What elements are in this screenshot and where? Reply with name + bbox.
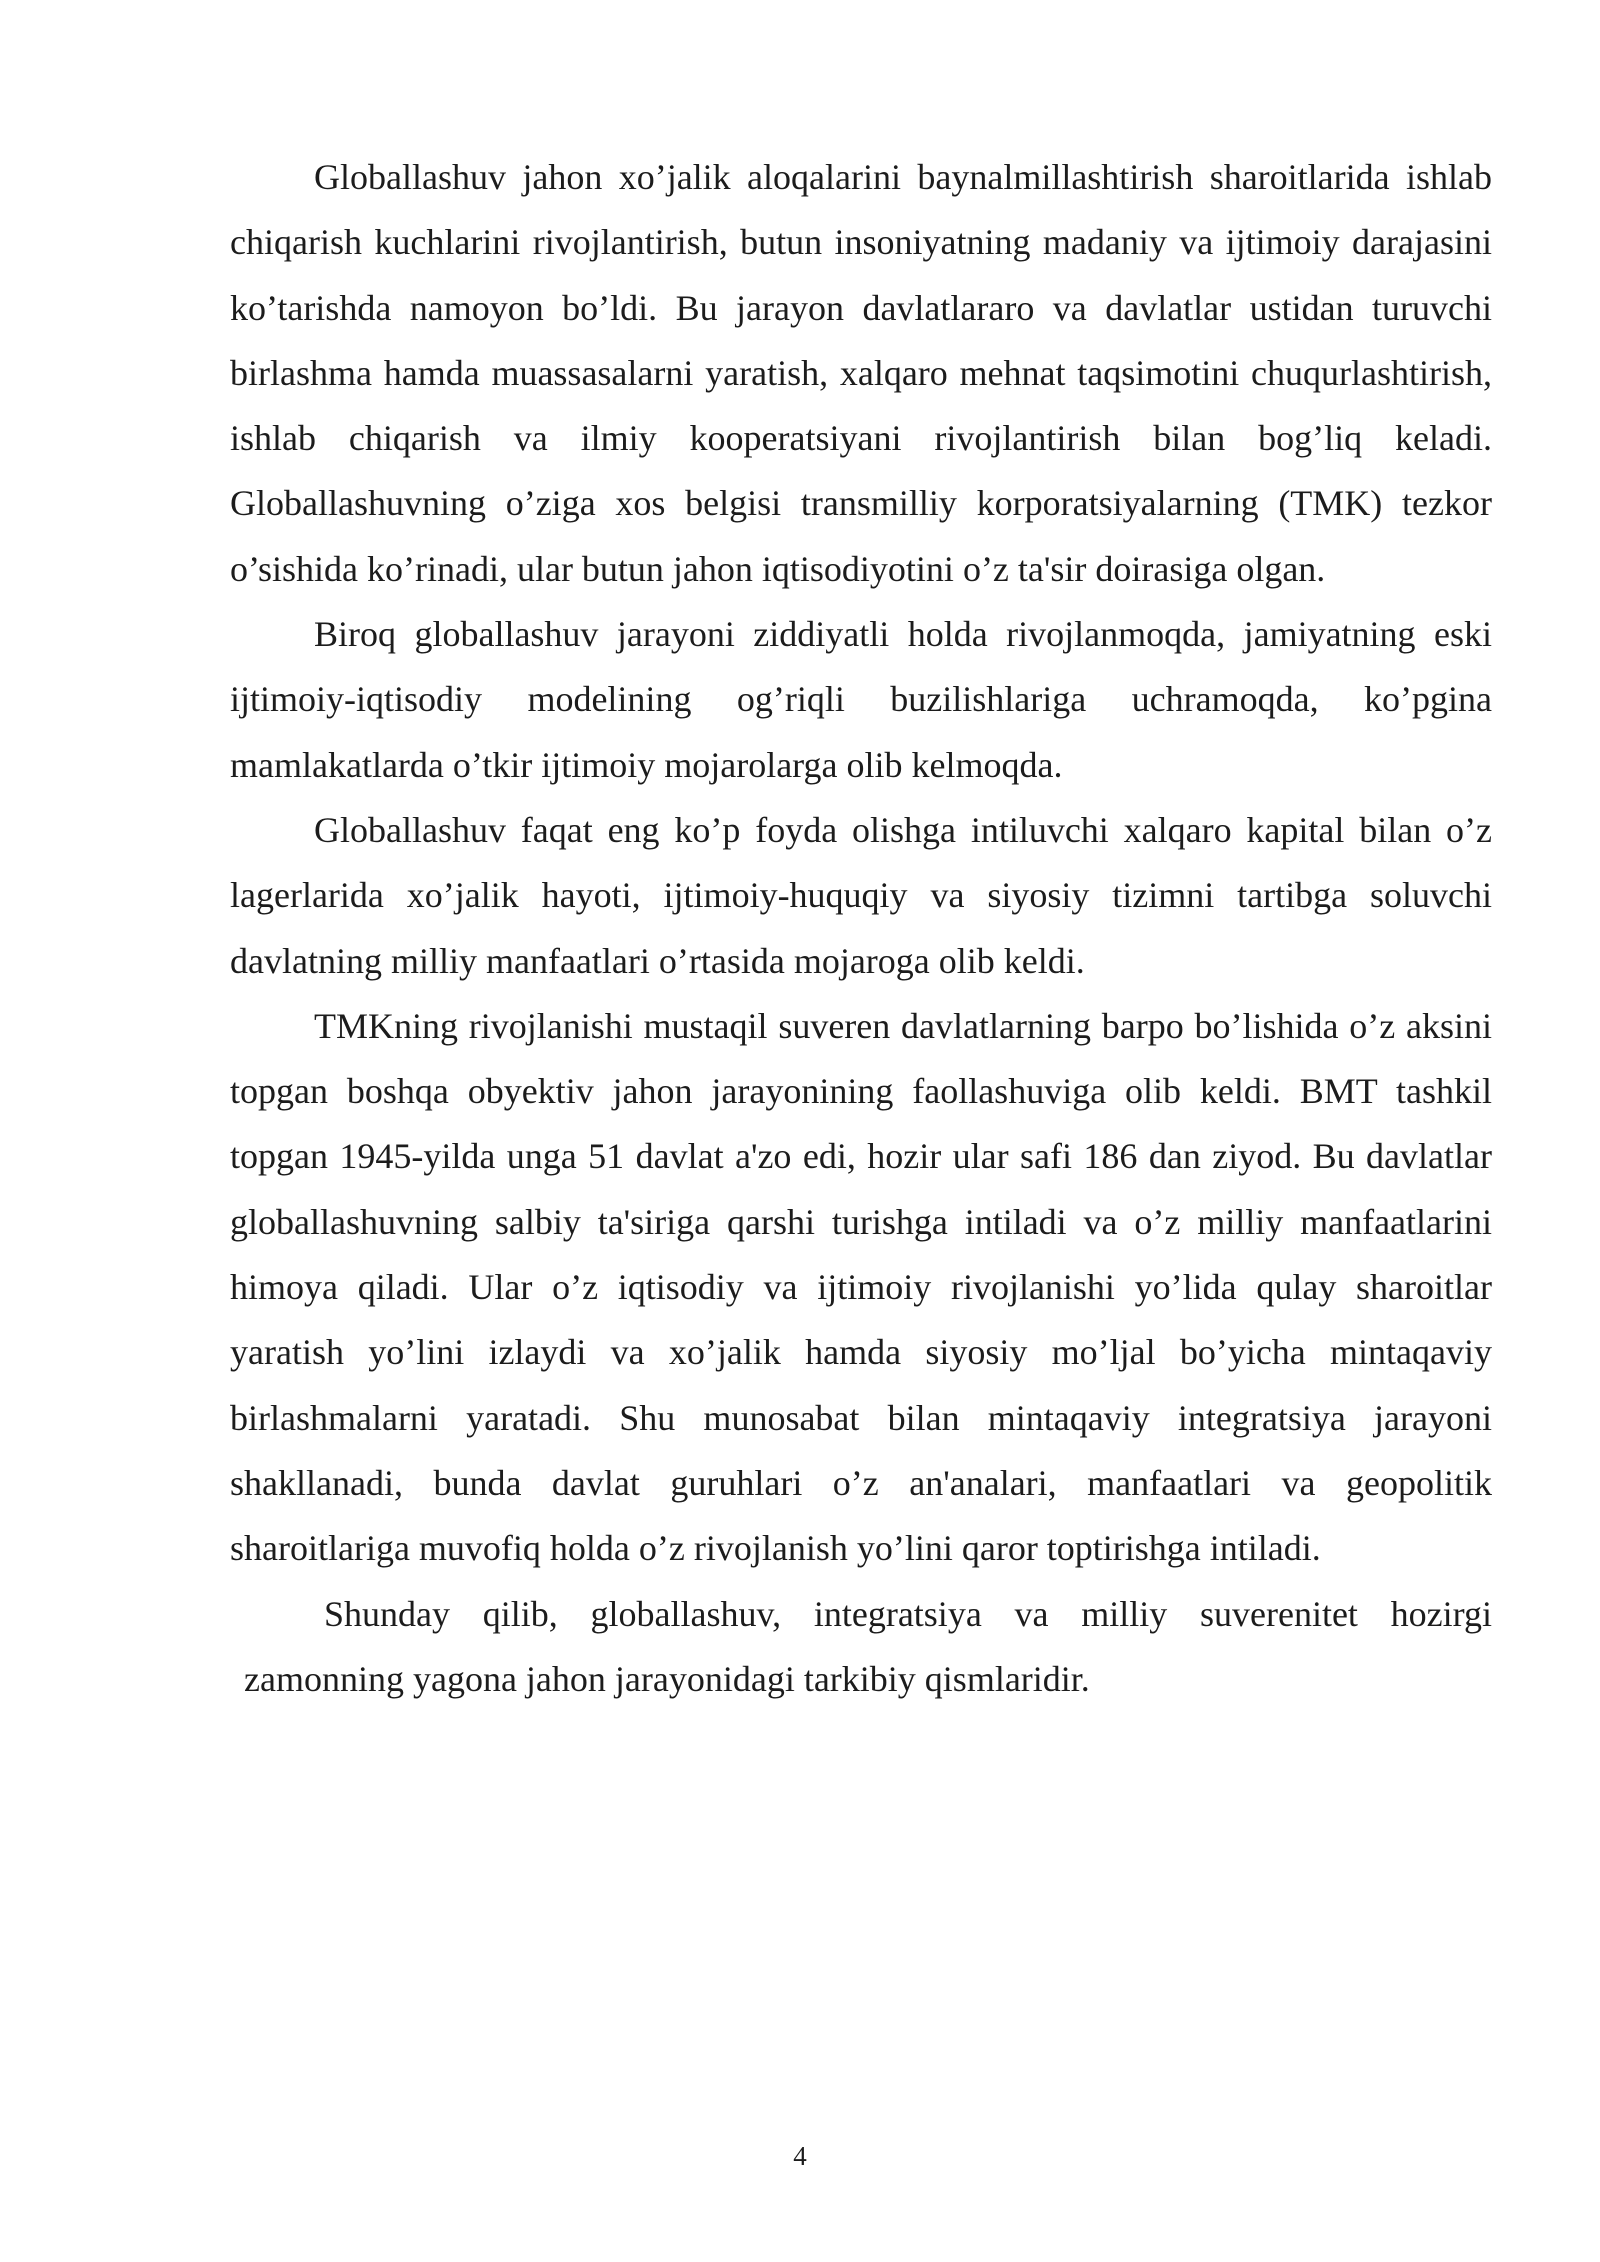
paragraph-capital-vs-state: Globallashuv faqat eng ko’p foyda olishga intiluvchi xalqaro kapital bilan o’z lagerlarida xo’jalik hayoti, ijtimoiy-huquqiy va siyosiy tizimni tartibga soluvchi davlatning milliy manfaatlari o’rtasida mojaroga olib keldi. (230, 809, 1492, 981)
paragraph-globalization-intro: Globallashuv jahon xo’jalik aloqalarini baynalmillashtirish sharoitlarida ishlab chiqarish kuchlarini rivojlantirish, butun insoniyatning madaniy va ijtimoiy darajasini ko’tarishda namoyon bo’ldi. Bu jarayon davlatlararo va davlatlar ustidan turuvchi birlashma hamda muassasalarni yaratish, xalqaro mehnat taqsimotini chuqurlashtirish, ishlab chiqarish va ilmiy kooperatsiyani rivojlantirish bilan bog’liq keladi. Globallashuvning o’ziga xos belgisi transmilliy korporatsiyalarning (TMK) tezkor o’sishida ko’rinadi, ular butun jahon iqtisodiyotini o’z ta'sir doirasiga olgan. (230, 157, 1492, 589)
paragraph-conclusion: Shunday qilib, globallashuv, integratsiya va milliy suverenitet hozirgi zamonning yagona jahon jarayonidagi tarkibiy qismlaridir. (244, 1593, 1492, 1699)
paragraph-globalization-contradictions: Biroq globallashuv jarayoni ziddiyatli holda rivojlanmoqda, jamiyatning eski ijtimoiy-iqtisodiy modelining og’riqli buzilishlariga uchramoqda, ko’pgina mamlakatlarda o’tkir ijtimoiy mojarolarga olib kelmoqda. (230, 614, 1492, 785)
paragraph-tmk-development: TMKning rivojlanishi mustaqil suveren davlatlarning barpo bo’lishida o’z aksini topgan boshqa obyektiv jahon jarayonining faollashuviga olib keldi. BMT tashkil topgan 1945-yilda unga 51 davlat a'zo edi, hozir ular safi 186 dan ziyod. Bu davlatlar globallashuvning salbiy ta'siriga qarshi turishga intiladi va o’z milliy manfaatlarini himoya qiladi. Ular o’z iqtisodiy va ijtimoiy rivojlanishi yo’lida qulay sharoitlar yaratish yo’lini izlaydi va xo’jalik hamda siyosiy mo’ljal bo’yicha mintaqaviy birlashmalarni yaratadi. Shu munosabat bilan mintaqaviy integratsiya jarayoni shakllanadi, bunda davlat guruhlari o’z an'analari, manfaatlari va geopolitik sharoitlariga muvofiq holda o’z rivojlanish yo’lini qaror toptirishga intiladi. (230, 1005, 1492, 1569)
page-number: 4 (793, 2141, 807, 2171)
document-body (230, 145, 1492, 1712)
